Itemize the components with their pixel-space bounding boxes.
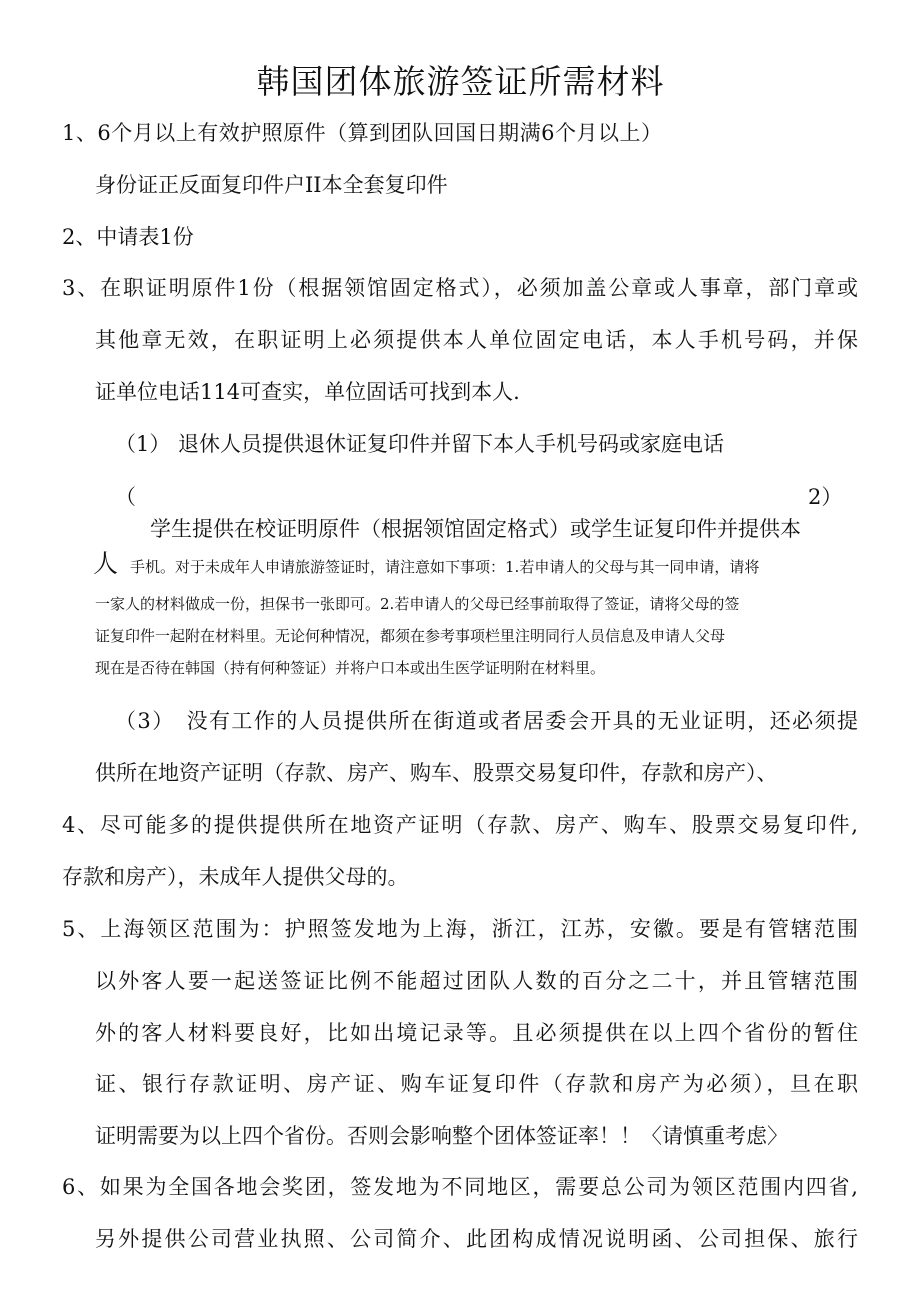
item-3-line-1: 3、在职证明原件1份（根据领馆固定格式），必须加盖公章或人事章，部门章或 xyxy=(62,276,858,300)
sub-item-1-marker: （1） xyxy=(115,432,171,456)
sub-item-2-line-3: 一家人的材料做成一份，担保书一张即可。2.若申请人的父母已经事前取得了签证，请将父母的签 xyxy=(95,595,740,613)
sub-item-2-line-1: 学生提供在校证明原件（根据领馆固定格式）或学生证复印件并提供本 xyxy=(150,517,801,541)
sub-item-3-line-2: 供所在地资产证明（存款、房产、购车、股票交易复印件，存款和房产）、 xyxy=(95,761,778,785)
item-5-line-2: 以外客人要一起送签证比例不能超过团队人数的百分之二十，并且管辖范围 xyxy=(95,969,858,993)
sub-item-2-line-5: 现在是否待在韩国（持有何种签证）并将户口本或出生医学证明附在材料里。 xyxy=(95,659,606,677)
item-3-line-3: 证单位电话114可查实，单位固话可找到本人. xyxy=(95,380,520,404)
item-4-line-2: 存款和房产），未成年人提供父母的。 xyxy=(62,865,409,889)
item-2-line-1: 2、中请表1份 xyxy=(62,225,194,249)
item-5-line-5: 证明需要为以上四个省份。否则会影响整个团体签证率！！〈请慎重考虑〉 xyxy=(95,1124,788,1148)
item-5-line-1: 5、上海领区范围为：护照签发地为上海，浙江，江苏，安徽。要是有管辖范围 xyxy=(62,917,858,941)
sub-item-1-text: 退休人员提供退休证复印件并留下本人手机号码或家庭电话 xyxy=(178,432,724,456)
sub-item-2-big-char: 人 xyxy=(93,549,119,578)
sub-item-2-marker-right: 2） xyxy=(808,485,843,509)
item-4-line-1: 4、尽可能多的提供提供所在地资产证明（存款、房产、购车、股票交易复印件, xyxy=(62,813,858,837)
sub-item-2-line-4: 证复印件一起附在材料里。无论何种情况，都须在参考事项栏里注明同行人员信息及申请人父母 xyxy=(95,627,726,645)
item-5-line-4: 证、银行存款证明、房产证、购车证复印件（存款和房产为必须），旦在职 xyxy=(95,1072,858,1096)
document-title: 韩国团体旅游签证所需材料 xyxy=(256,62,665,101)
item-6-line-1: 6、如果为全国各地会奖团，签发地为不同地区，需要总公司为领区范围内四省, xyxy=(62,1175,858,1199)
item-1-line-2: 身份证正反面复印件户II本全套复印件 xyxy=(95,173,448,197)
item-6-line-2: 另外提供公司营业执照、公司简介、此团构成情况说明函、公司担保、旅行 xyxy=(95,1227,858,1251)
sub-item-2-marker-left: （ xyxy=(115,485,136,509)
item-3-line-2: 其他章无效，在职证明上必须提供本人单位固定电话，本人手机号码，并保 xyxy=(95,328,858,352)
item-1-line-1: 1、6个月以上有效护照原件（算到团队回国日期满6个月以上） xyxy=(62,121,662,145)
sub-item-3-line-1: （3） 没有工作的人员提供所在街道或者居委会开具的无业证明，还必须提 xyxy=(115,709,858,733)
item-5-line-3: 外的客人材料要良好，比如出境记录等。且必须提供在以上四个省份的暂住 xyxy=(95,1021,858,1045)
sub-item-2-line-2: 手机。对于未成年人申请旅游签证时，请注意如下事项：1.若申请人的父母与其一同申请，请将 xyxy=(130,558,760,576)
